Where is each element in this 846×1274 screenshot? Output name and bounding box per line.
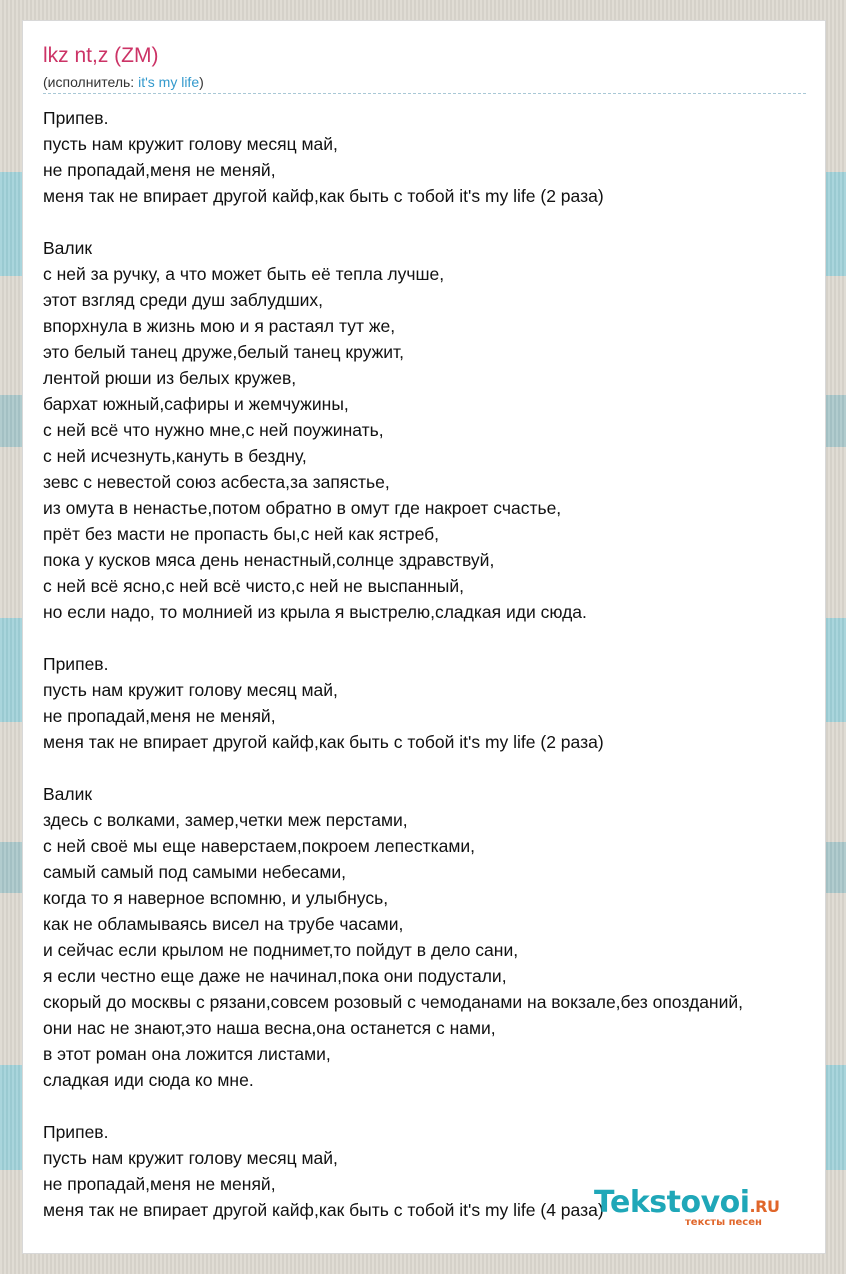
lyric-line: Припев. xyxy=(43,1122,109,1142)
lyric-line: это белый танец друже,белый танец кружит, xyxy=(43,342,404,362)
site-logo[interactable] xyxy=(594,1186,804,1230)
lyric-line: впорхнула в жизнь мою и я растаял тут же, xyxy=(43,316,396,336)
song-title: lkz nt,z (ZM) xyxy=(43,44,159,67)
lyric-line: с ней всё что нужно мне,с ней поужинать, xyxy=(43,420,384,440)
lyric-line: но если надо, то молнией из крыла я выстрелю,сладкая иди сюда. xyxy=(43,602,587,622)
lyric-line: Валик xyxy=(43,238,93,258)
lyric-line: Припев. xyxy=(43,654,109,674)
lyrics-card xyxy=(22,20,826,1254)
lyric-line: меня так не впирает другой кайф,как быть с тобой it's my life (2 раза) xyxy=(43,732,604,752)
title-divider xyxy=(43,93,806,94)
lyric-line: прёт без масти не пропасть бы,с ней как ястреб, xyxy=(43,524,439,544)
lyric-line: самый самый под самыми небесами, xyxy=(43,862,347,882)
lyric-line: в этот роман она ложится листами, xyxy=(43,1044,331,1064)
logo-tagline: тексты песен xyxy=(685,1217,762,1228)
lyric-line: как не обламываясь висел на трубе часами, xyxy=(43,914,404,934)
lyric-line: из омута в ненастье,потом обратно в омут где накроет счастье, xyxy=(43,498,562,518)
lyrics-text xyxy=(43,105,843,1223)
lyric-line: зевс с невестой союз асбеста,за запястье, xyxy=(43,472,390,492)
lyric-line: этот взгляд среди душ заблудших, xyxy=(43,290,324,310)
lyric-line xyxy=(43,209,843,235)
lyric-line xyxy=(43,625,843,651)
performer-suffix: ) xyxy=(199,74,204,90)
lyric-line: пусть нам кружит голову месяц май, xyxy=(43,134,338,154)
lyric-line: и сейчас если крылом не поднимет,то пойдут в дело сани, xyxy=(43,940,519,960)
lyric-line: не пропадай,меня не меняй, xyxy=(43,706,276,726)
lyric-line: с ней исчезнуть,кануть в бездну, xyxy=(43,446,307,466)
lyric-line: скорый до москвы с рязани,совсем розовый с чемоданами на вокзале,без опозданий, xyxy=(43,992,743,1012)
lyric-line: пока у кусков мяса день ненастный,солнце здравствуй, xyxy=(43,550,495,570)
lyric-line xyxy=(43,1093,843,1119)
lyric-line: пусть нам кружит голову месяц май, xyxy=(43,680,338,700)
logo-name: Tekstovoi xyxy=(594,1185,750,1220)
lyric-line: когда то я наверное вспомню, и улыбнусь, xyxy=(43,888,389,908)
lyric-line: Припев. xyxy=(43,108,109,128)
lyric-line: лентой рюши из белых кружев, xyxy=(43,368,297,388)
lyric-line: я если честно еще даже не начинал,пока они подустали, xyxy=(43,966,507,986)
lyric-line: Валик xyxy=(43,784,93,804)
performer-link[interactable]: it's my life xyxy=(138,74,200,90)
performer-line xyxy=(43,73,204,91)
lyric-line: с ней за ручку, а что может быть её тепла лучше, xyxy=(43,264,445,284)
lyric-line: сладкая иди сюда ко мне. xyxy=(43,1070,254,1090)
logo-tld: .RU xyxy=(749,1197,780,1216)
lyric-line: с ней всё ясно,с ней всё чисто,с ней не выспанный, xyxy=(43,576,465,596)
lyric-line: они нас не знают,это наша весна,она останется с нами, xyxy=(43,1018,496,1038)
lyric-line: бархат южный,сафиры и жемчужины, xyxy=(43,394,349,414)
lyric-line: меня так не впирает другой кайф,как быть с тобой it's my life (2 раза) xyxy=(43,186,604,206)
lyric-line: меня так не впирает другой кайф,как быть с тобой it's my life (4 раза) xyxy=(43,1200,604,1220)
performer-prefix: (исполнитель: xyxy=(43,74,139,90)
lyric-line: здесь с волками, замер,четки меж перстами, xyxy=(43,810,408,830)
lyric-line: с ней своё мы еще наверстаем,покроем лепестками, xyxy=(43,836,476,856)
lyric-line: не пропадай,меня не меняй, xyxy=(43,160,276,180)
lyric-line: не пропадай,меня не меняй, xyxy=(43,1174,276,1194)
lyric-line xyxy=(43,755,843,781)
lyric-line: пусть нам кружит голову месяц май, xyxy=(43,1148,338,1168)
